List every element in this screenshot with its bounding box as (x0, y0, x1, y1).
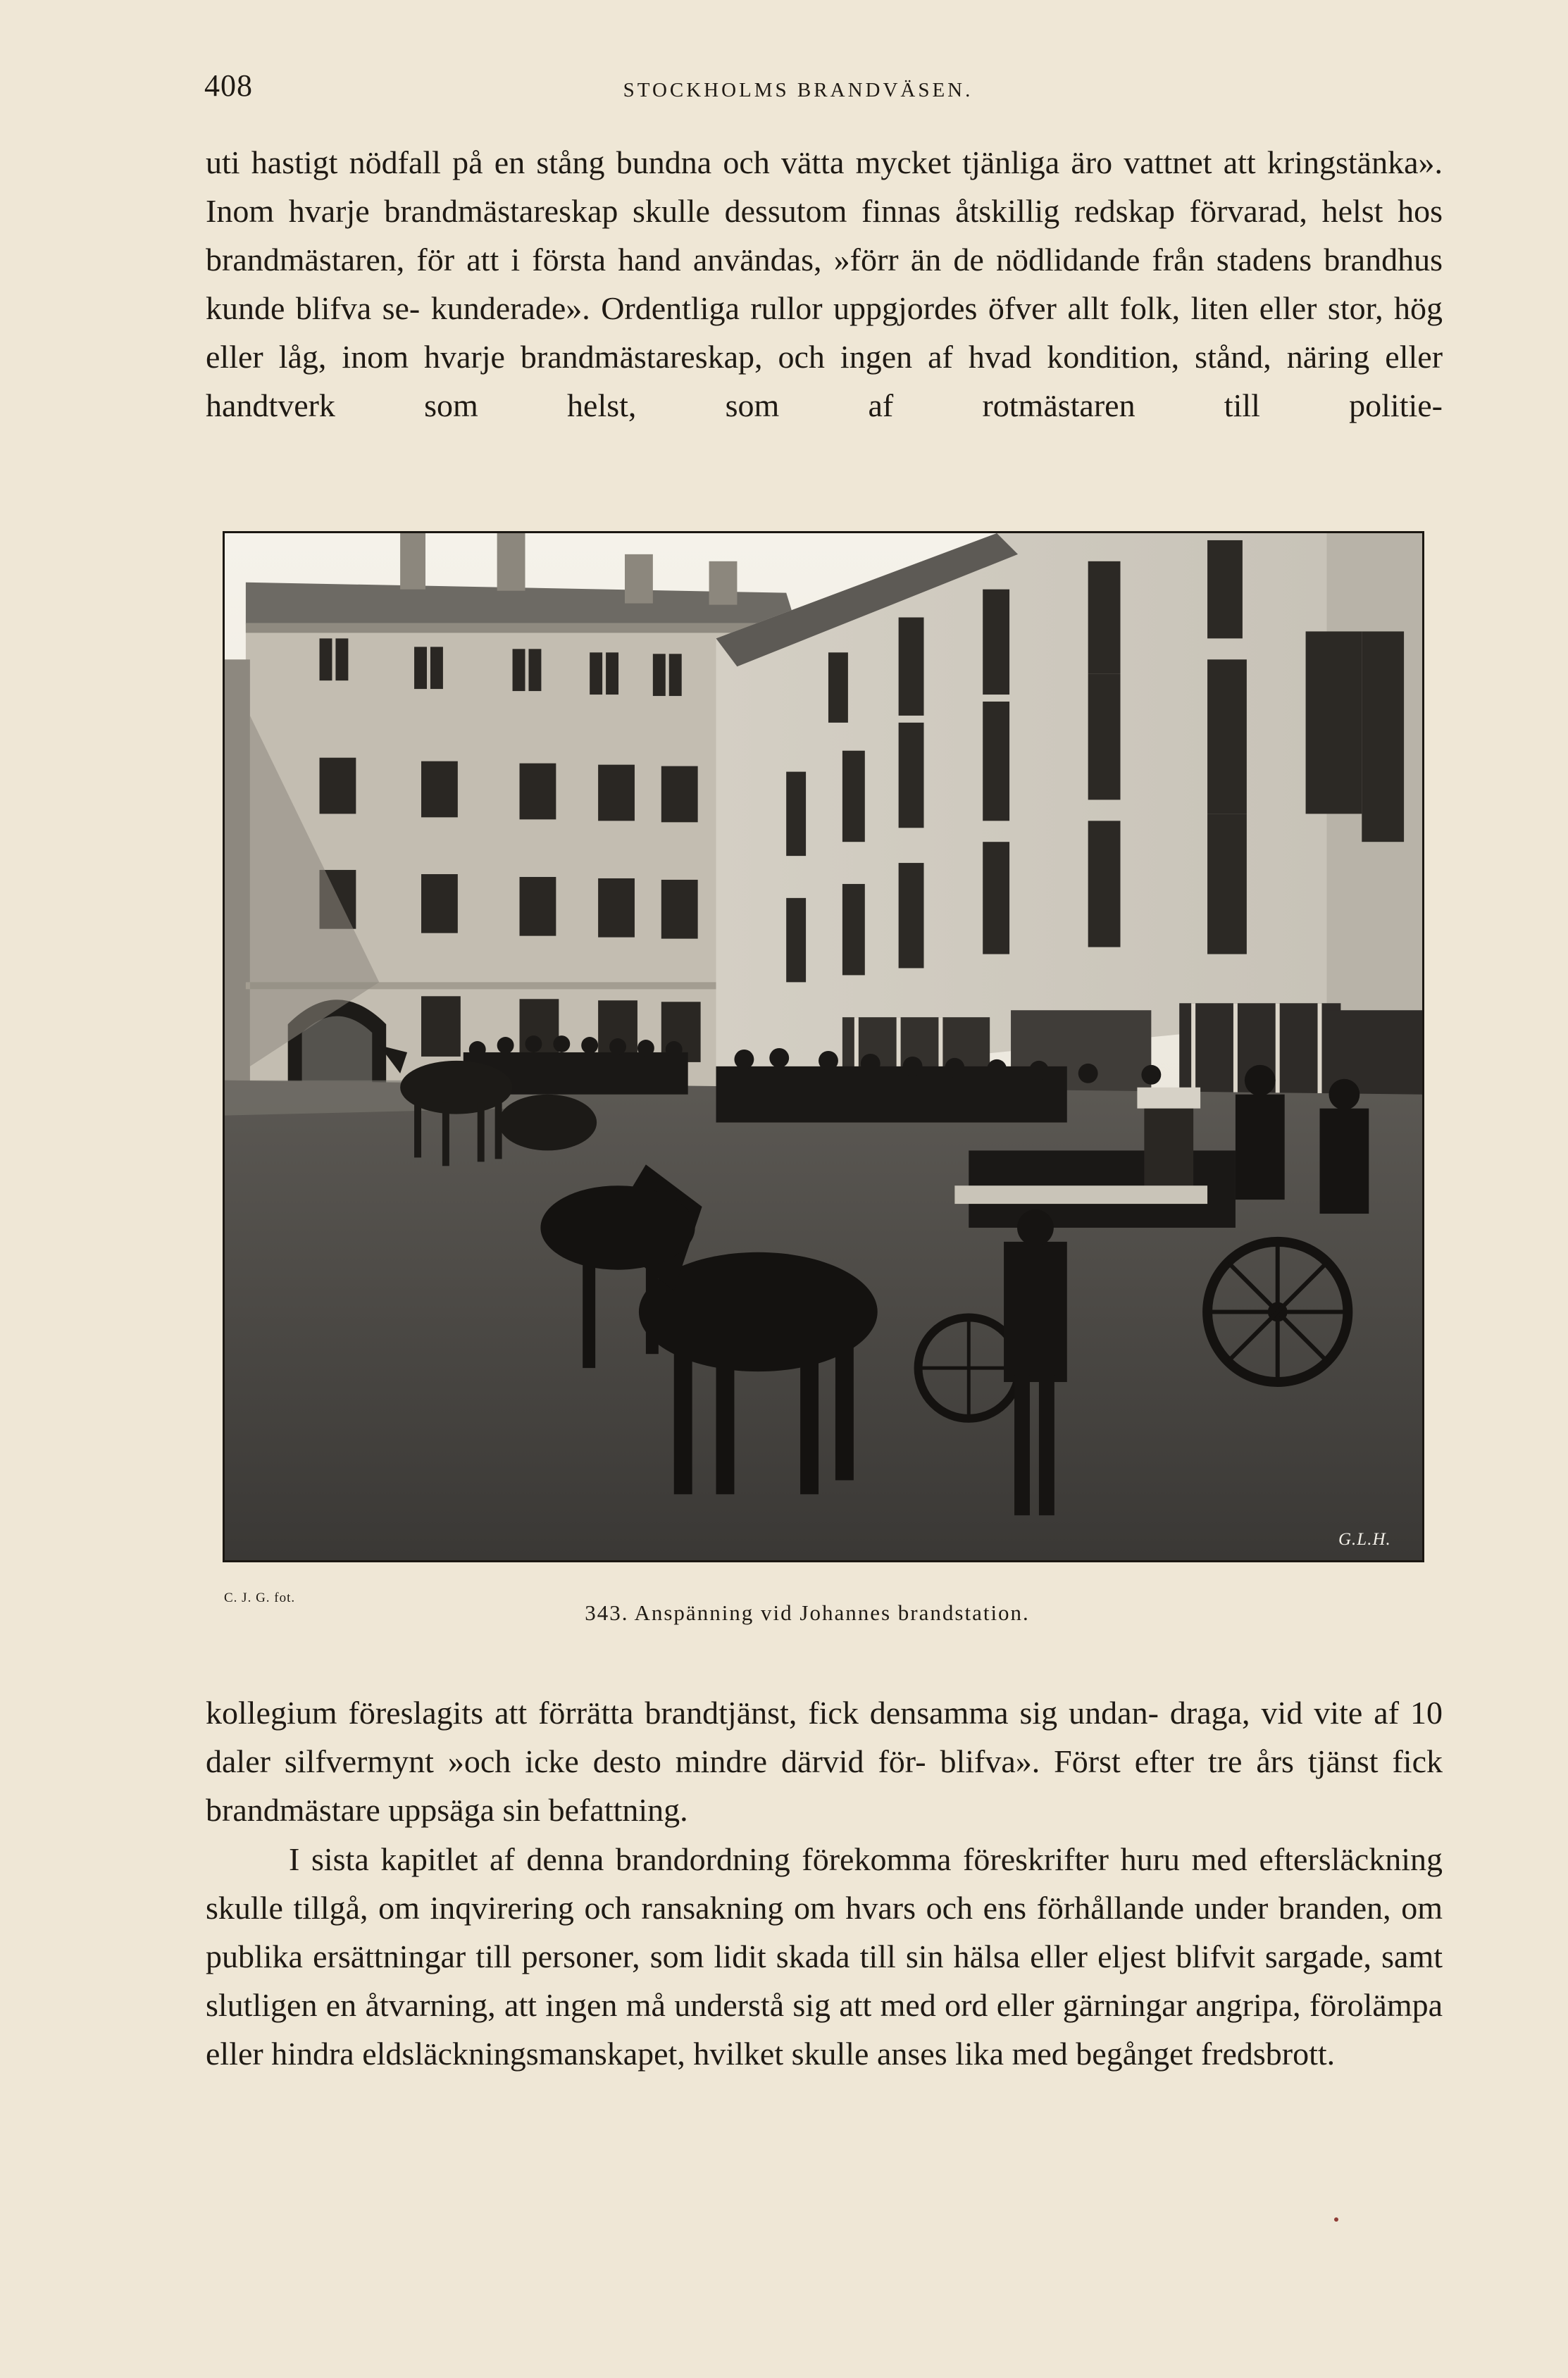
text-line: förolämpa eller hindra eldsläckningsmanskapet, hvilket skulle anses lika (206, 1987, 1443, 2072)
text-line: kunderade». Ordentliga rullor uppgjordes öfver allt folk, liten eller stor, (430, 290, 1383, 326)
running-title: STOCKHOLMS BRANDVÄSEN. (623, 79, 973, 101)
text-line: blifva». Först efter tre års tjänst fick brandmästare uppsäga sin befattning. (206, 1743, 1443, 1828)
left-building (225, 533, 800, 1116)
fire-station-photograph (223, 531, 1424, 1562)
text-line: I sista kapitlet af denna brandordning förekomma föreskrifter huru (289, 1841, 1180, 1877)
figure-caption: 343. Anspänning vid Johannes brandstation. (585, 1600, 1030, 1625)
paragraph-continued (206, 1688, 1443, 1834)
text-line: uti hastigt nödfall på en stång bundna och vätta mycket tjänliga äro vattnet (206, 144, 1212, 180)
ink-speck (1334, 2217, 1338, 2222)
text-line: och ens förhållande under branden, om publika ersättningar till personer, (206, 1890, 1443, 1974)
text-line: med eftersläckning skulle tillgå, om inqvirering och ransakning om hvars (206, 1841, 1443, 1926)
text-line: hög eller låg, inom hvarje brandmästareskap, och ingen af hvad kondition, (206, 290, 1443, 375)
text-line: med begånget fredsbrott. (1012, 2036, 1336, 2072)
text-line: kollegium föreslagits att förrätta brandtjänst, fick densamma sig undan- (206, 1695, 1159, 1731)
photo-credit: C. J. G. fot. (224, 1590, 296, 1605)
photographer-signature: G.L.H. (1338, 1530, 1391, 1549)
text-line: åtskillig redskap förvarad, helst hos brandmästaren, för att i första hand (206, 193, 1443, 278)
page-number: 408 (204, 68, 253, 103)
text-line: draga, vid vite af 10 daler silfvermynt »och icke desto mindre därvid för- (206, 1695, 1443, 1779)
text-line: som lidit skada till sin hälsa eller eljest blifvit sargade, samt slutligen en (206, 1938, 1443, 2023)
text-line: stånd, näring eller handtverk som helst, som af rotmästaren till politie- (206, 339, 1443, 423)
paragraph-top (206, 138, 1443, 430)
text-line: åtvarning, att ingen må understå sig att med ord eller gärningar angripa, (365, 1987, 1301, 2023)
paragraph-final (206, 1835, 1443, 2078)
text-line: att kringstänka». Inom hvarje brandmästareskap skulle dessutom finnas (206, 144, 1443, 229)
photograph-illustration (225, 533, 1422, 1560)
text-line: användas, »förr än de nödlidande från stadens brandhus kunde blifva se- (206, 242, 1443, 326)
